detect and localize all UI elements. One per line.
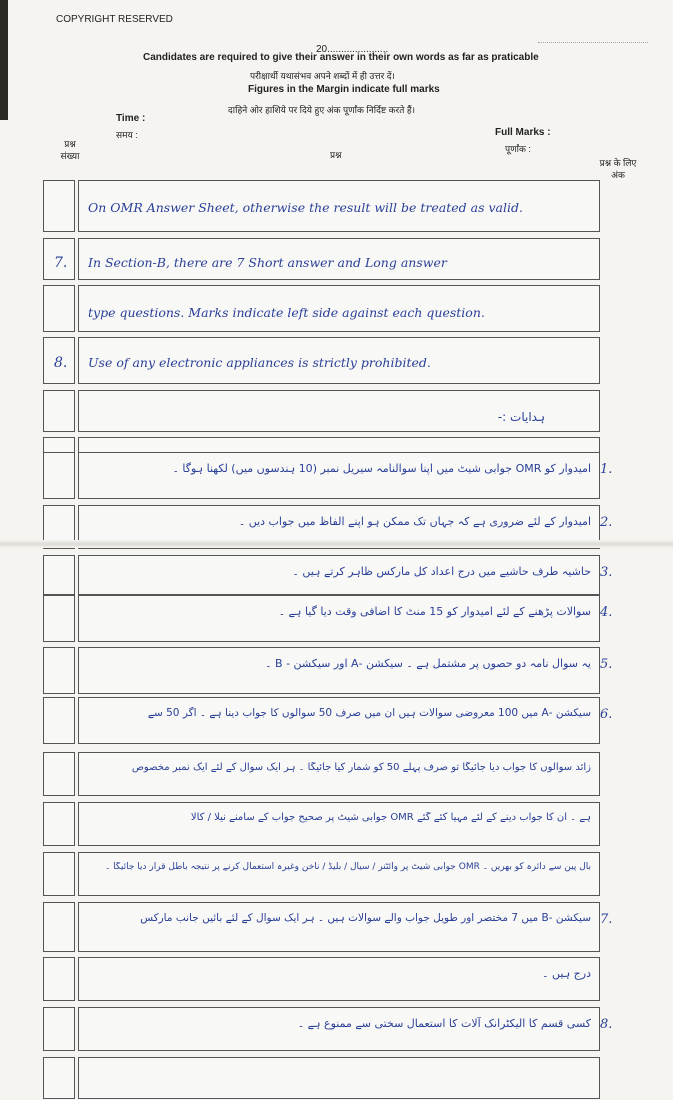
urdu-instructions-heading: ہدایات :- [497, 410, 545, 424]
urdu-line-number: 6. [600, 707, 613, 722]
date-dotted-line [538, 42, 648, 43]
question-number-cell [43, 902, 75, 952]
urdu-handwritten-line: حاشیہ طرف حاشیے میں درج اعداد کل مارکس ظاہر کرتے ہیں ۔ [292, 565, 591, 578]
urdu-handwritten-line: ہے ۔ ان کا جواب دینے کے لئے مہیا کئے گئے OMR جوابی شیٹ پر صحیح جواب کے سامنے نیلا / کالا [190, 812, 591, 823]
figures-note-english: Figures in the Margin indicate full marks [248, 84, 440, 95]
english-line-number: 7. [54, 255, 68, 271]
full-marks-label: Full Marks : [495, 127, 551, 138]
instruction-english: Candidates are required to give their answer in their own words as far as praticable [143, 52, 539, 63]
question-number-cell [43, 505, 75, 549]
question-number-cell [43, 285, 75, 332]
instruction-hindi: परीक्षार्थी यथासंभव अपने शब्दों में ही उत्तर दें। [250, 71, 395, 81]
column-header-question-no: प्रश्न संख्या [60, 139, 80, 161]
question-number-cell [43, 802, 75, 846]
urdu-line-number: 7. [600, 912, 613, 927]
english-line-number: 8. [54, 355, 68, 371]
column-header-question: प्रश्न [330, 150, 342, 160]
urdu-line-number: 4. [600, 605, 613, 620]
answer-row-cell [78, 957, 600, 1001]
english-handwritten-line: Use of any electronic appliances is strictly prohibited. [88, 355, 431, 370]
urdu-line-number: 3. [600, 565, 613, 580]
question-number-cell [43, 852, 75, 896]
question-number-cell [43, 595, 75, 642]
urdu-handwritten-line: امیدوار کے لئے ضروری ہے کہ جہاں تک ممکن ہو اپنے الفاظ میں جواب دیں ۔ [238, 515, 591, 528]
date-field: 20...................... [316, 44, 389, 55]
urdu-handwritten-line: زائد سوالوں کا جواب دیا جائیگا تو صرف پہلے 50 کو شمار کیا جائیگا ۔ ہر ایک سوال کے لئے ایک نمبر مخصوص [131, 762, 591, 773]
urdu-handwritten-line: سیکشن -B میں 7 مختصر اور طویل جواب والے سوالات ہیں ۔ ہر ایک سوال کے لئے بائیں جانب مارکس [140, 912, 591, 924]
answer-row-cell [78, 452, 600, 499]
answer-row-cell [78, 852, 600, 896]
urdu-line-number: 5. [600, 657, 613, 672]
copyright-notice: COPYRIGHT RESERVED [56, 14, 173, 25]
question-number-cell [43, 697, 75, 744]
urdu-handwritten-line: بال پین سے دائرہ کو بھریں ۔ OMR جوابی شیٹ پر وائٹنر / سیال / بلیڈ / ناخن وغیرہ استعمال کرنے پر نتیجہ باطل قرار دیا جائیگا ۔ [105, 862, 591, 872]
time-label: Time : [116, 113, 146, 124]
answer-row-cell [78, 647, 600, 694]
question-number-cell [43, 1057, 75, 1099]
urdu-line-number: 1. [600, 462, 613, 477]
question-number-cell [43, 1007, 75, 1051]
answer-row-cell [78, 595, 600, 642]
question-number-cell [43, 555, 75, 595]
urdu-handwritten-line: امیدوار کو OMR جوابی شیٹ میں اپنا سوالنامہ سیریل نمبر (10 ہندسوں میں) لکھنا ہوگا ۔ [172, 462, 591, 475]
question-number-cell [43, 647, 75, 694]
question-number-cell [43, 452, 75, 499]
figures-note-hindi: दाहिने ओर हाशिये पर दिये हुए अंक पूर्णांक निर्दिष्ट करते हैं। [228, 105, 416, 115]
page-edge-shadow [0, 0, 8, 120]
urdu-line-number: 8. [600, 1017, 613, 1032]
urdu-handwritten-line: یہ سوال نامہ دو حصوں پر مشتمل ہے ۔ سیکشن -A اور سیکشن - B ۔ [265, 657, 591, 670]
urdu-handwritten-line: سیکشن -A میں 100 معروضی سوالات ہیں ان میں صرف 50 سوالوں کا جواب دینا ہے ۔ اگر 50 سے [147, 707, 591, 719]
answer-row-cell [78, 802, 600, 846]
time-label-hindi: समय : [116, 130, 138, 140]
english-handwritten-line: On OMR Answer Sheet, otherwise the result will be treated as valid. [88, 200, 523, 215]
question-number-cell [43, 957, 75, 1001]
urdu-line-number: 2. [600, 515, 613, 530]
question-number-cell [43, 180, 75, 232]
answer-row-cell [78, 1057, 600, 1099]
urdu-handwritten-line: درج ہیں ۔ [542, 967, 591, 980]
english-handwritten-line: In Section-B, there are 7 Short answer and Long answer [88, 255, 447, 270]
english-handwritten-line: type questions. Marks indicate left side against each question. [88, 305, 485, 320]
column-header-marks: प्रश्न के लिए अंक [599, 158, 637, 180]
question-number-cell [43, 390, 75, 432]
urdu-handwritten-line: کسی قسم کا الیکٹرانک آلات کا استعمال سختی سے ممنوع ہے ۔ [297, 1017, 591, 1030]
answer-row-cell [78, 752, 600, 796]
answer-row-cell [78, 697, 600, 744]
answer-row-cell [78, 902, 600, 952]
full-marks-label-hindi: पूर्णांक : [505, 144, 531, 154]
question-number-cell [43, 752, 75, 796]
urdu-handwritten-line: سوالات پڑھنے کے لئے امیدوار کو 15 منٹ کا اضافی وقت دیا گیا ہے ۔ [278, 605, 591, 618]
